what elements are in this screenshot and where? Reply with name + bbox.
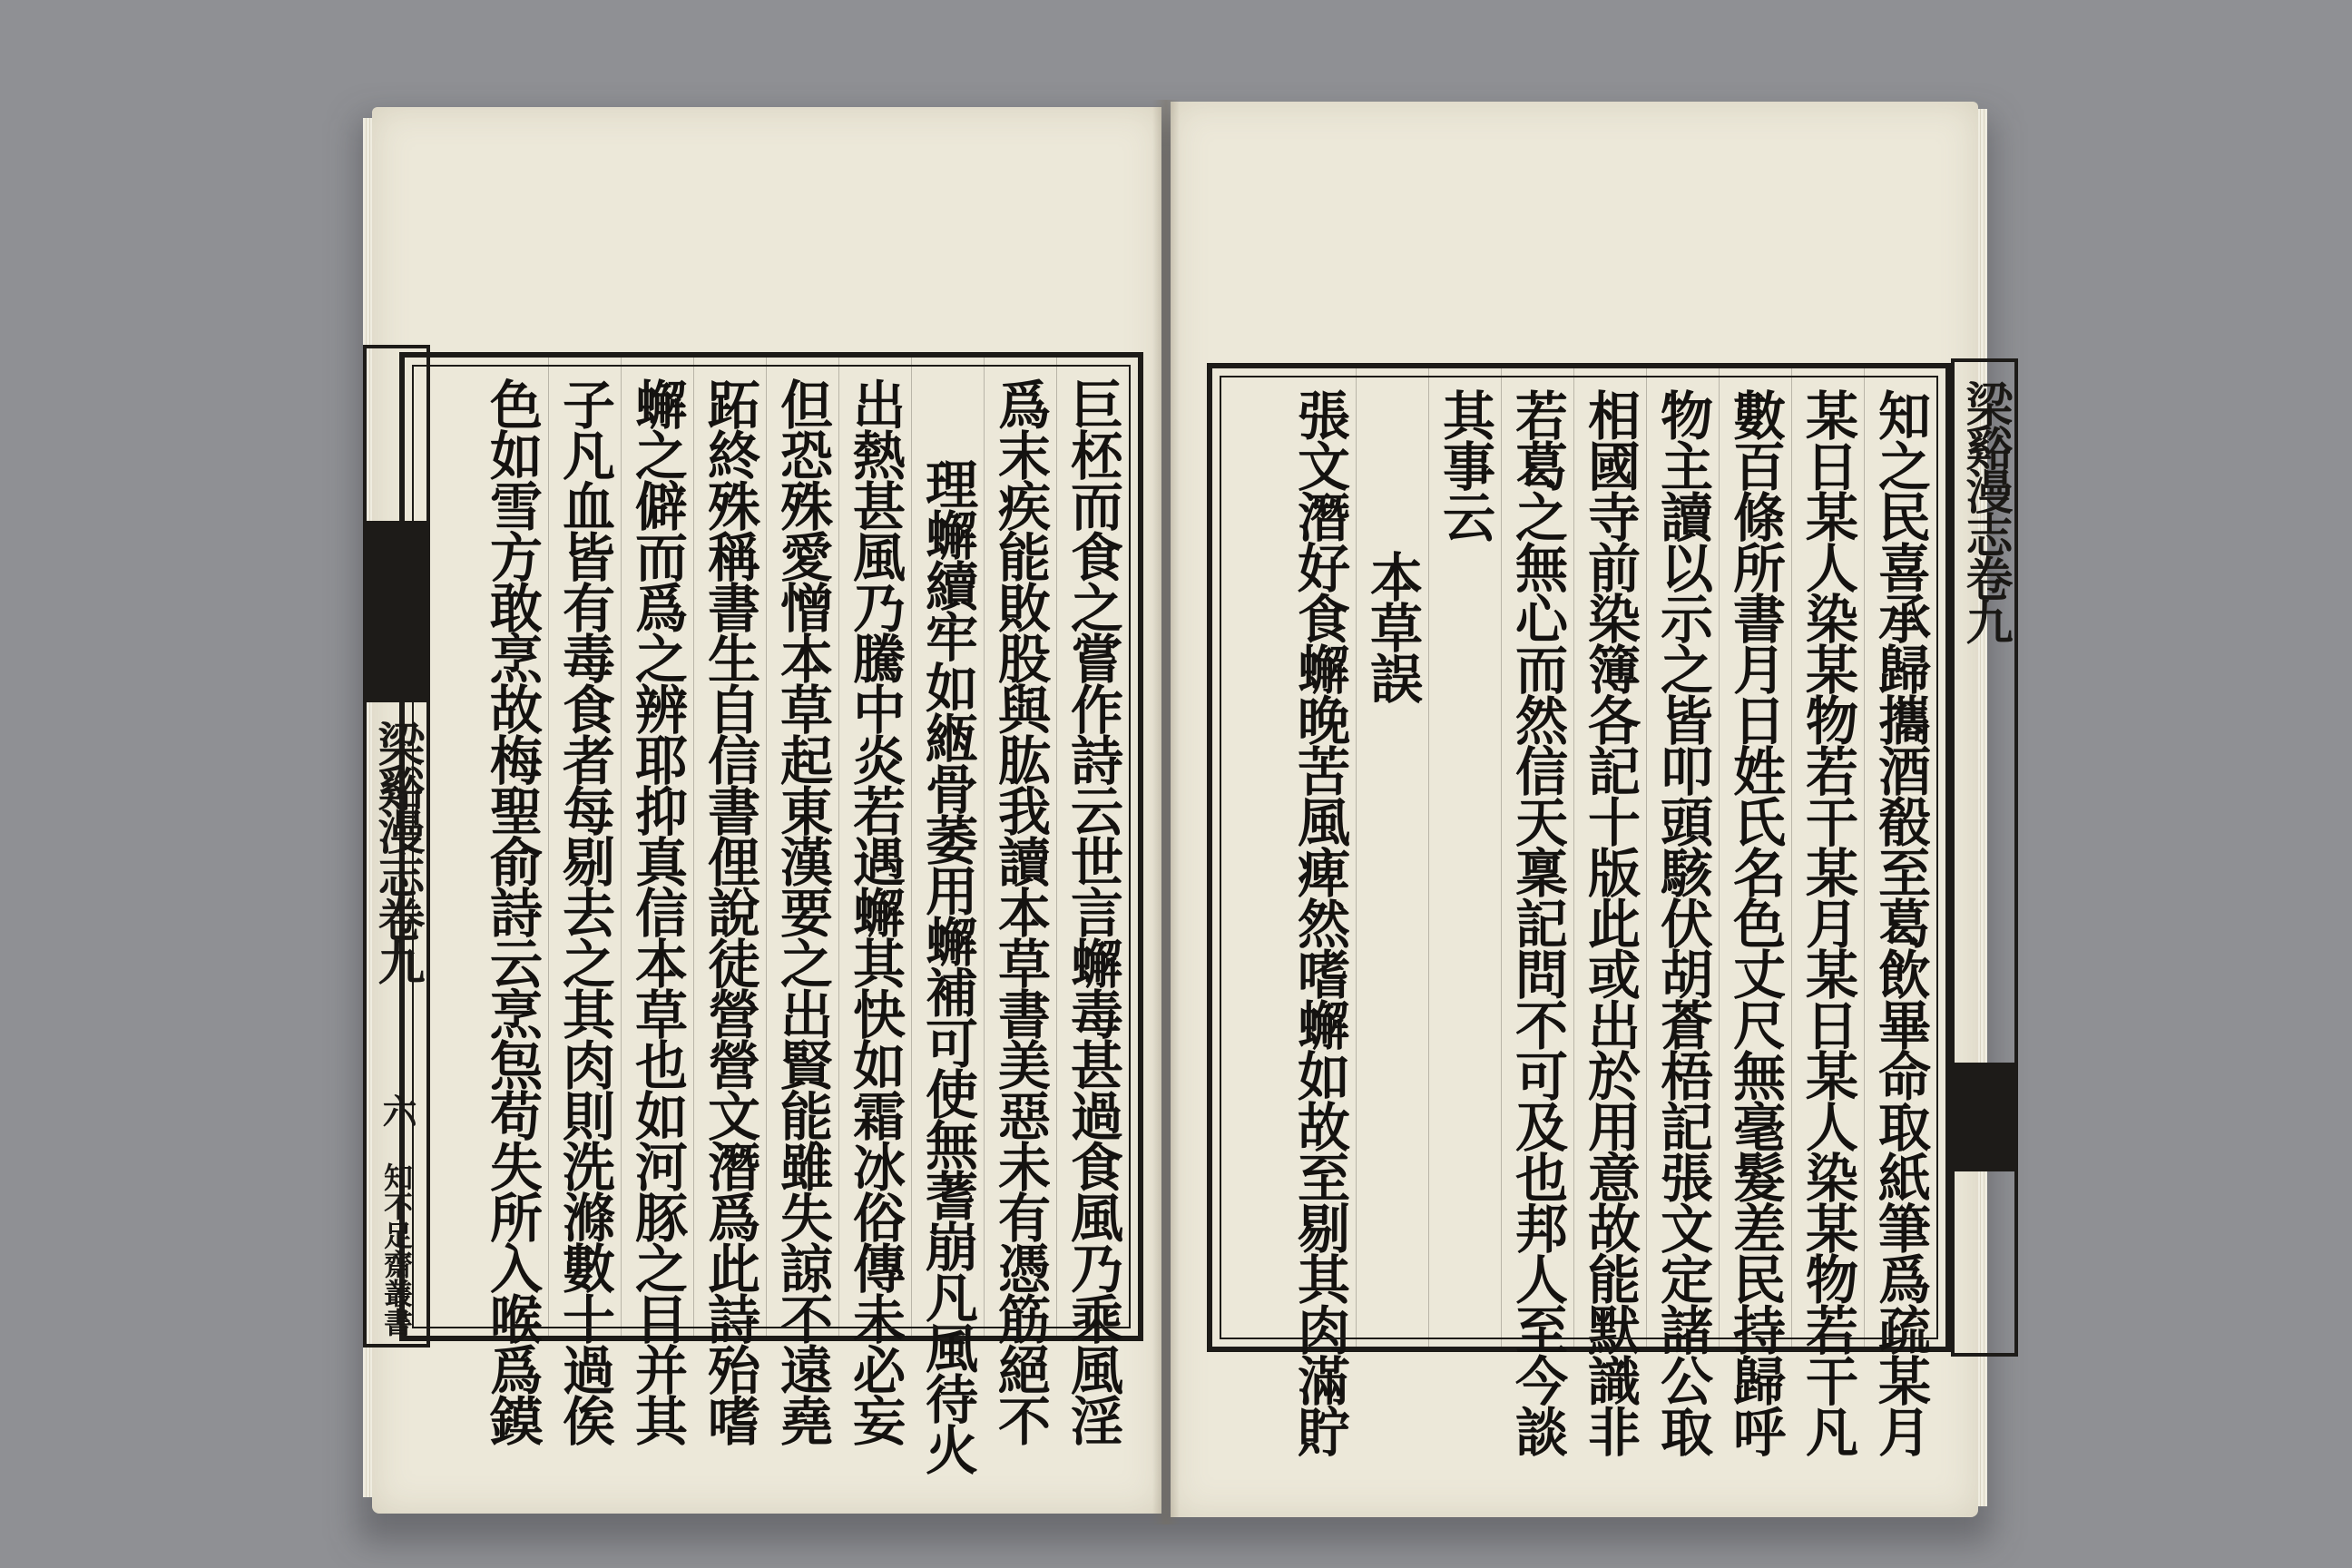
fishtail-mark	[367, 521, 426, 702]
column-text: 色如雪方敢烹故梅聖俞詩云烹炰苟失所入喉爲鏌	[481, 377, 543, 1445]
column-rule	[621, 358, 622, 1336]
column-text: 相國寺前染簿各記十版此或出於用意故能默識非	[1579, 388, 1641, 1455]
column-rule	[1646, 368, 1647, 1347]
text-column	[769, 358, 835, 1445]
section-heading-column	[1359, 368, 1425, 1347]
text-column	[1650, 368, 1715, 1455]
left-text-frame	[399, 352, 1143, 1474]
column-text: 張文潛好食蠏晚苦風痺然嗜蠏如故至剔其肉滿貯	[1289, 388, 1350, 1455]
column-text: 子凡血皆有毒食者每剔去之其肉則洗滌數十過俟	[554, 377, 615, 1445]
column-rule	[1428, 368, 1429, 1347]
column-text: 數百條所書月日姓氏名色丈尺無毫髮差民持歸呼	[1724, 388, 1786, 1455]
column-rule	[1864, 368, 1865, 1347]
column-rule	[1501, 368, 1502, 1347]
text-column	[1577, 368, 1642, 1455]
fishtail-mark	[1955, 1063, 2014, 1171]
column-rule	[1791, 368, 1792, 1347]
series-name: 知不足齋叢書	[379, 1162, 414, 1337]
column-rule	[1356, 368, 1357, 1347]
column-rule	[1719, 368, 1720, 1347]
column-rule	[693, 358, 694, 1336]
column-text: 若葛之無心而然信天稟記問不可及也邦人至今談	[1506, 388, 1568, 1455]
column-text: 爲末疾能敗股與肱我讀本草書美惡未有憑筋絕不	[989, 377, 1051, 1445]
text-column	[915, 358, 980, 1474]
section-heading: 本草誤	[1361, 550, 1423, 702]
column-rule	[838, 358, 839, 1336]
text-column	[987, 358, 1053, 1445]
text-column	[479, 358, 544, 1445]
column-rule	[766, 358, 767, 1336]
banxin-title: 梁谿漫志卷九	[369, 720, 425, 982]
right-page-center-strip	[1951, 358, 2018, 1357]
column-text: 物主讀以示之皆叩頭駭伏胡蒼梧記張文定諸公取	[1651, 388, 1713, 1455]
right-text-frame	[1207, 363, 1951, 1455]
text-column	[697, 358, 762, 1445]
column-text: 某日某人染某物若干某月某日某人染某物若干凡	[1797, 388, 1858, 1455]
column-text: 出熱甚風乃騰中炎若遇蠏其快如霜冰俗傳未必妄	[844, 377, 906, 1445]
column-text: 跖終殊稱書生自信書俚說徒營營文潛爲此詩殆嗜	[699, 377, 760, 1445]
text-column	[624, 358, 690, 1445]
text-column	[1504, 368, 1570, 1455]
column-text: 知之民喜承歸攜酒殽至葛飲畢命取紙筆爲疏某月	[1869, 388, 1931, 1455]
column-text: 巨柸而食之嘗作詩云世言蠏毒甚過食風乃乘風淫	[1062, 377, 1123, 1445]
column-text: 理蠏續牢如緪骨萎用蠏補可使無蓍崩凡風待火	[916, 457, 978, 1474]
column-rule	[548, 358, 549, 1336]
page-number: 六	[377, 1093, 417, 1128]
text-column	[842, 358, 907, 1445]
column-text: 蠏之僻而爲之辨耶抑真信本草也如河豚之目并其	[626, 377, 688, 1445]
text-column	[1060, 358, 1125, 1445]
column-rule	[911, 358, 912, 1336]
text-column	[1287, 368, 1352, 1455]
text-column	[1722, 368, 1788, 1455]
column-rule	[1573, 368, 1574, 1347]
column-text: 但恐殊愛憎本草起東漢要之出賢能雖失諒不遠堯	[771, 377, 833, 1445]
banxin-footer	[378, 1093, 415, 1337]
text-column	[552, 358, 617, 1445]
column-rule	[1056, 358, 1057, 1336]
text-column	[1867, 368, 1933, 1455]
column-text: 其事云	[1434, 388, 1495, 541]
book-gutter	[1152, 100, 1180, 1524]
text-column	[1432, 368, 1497, 1347]
text-column	[1795, 368, 1860, 1455]
banxin-title: 梁谿漫志卷九	[1957, 380, 2013, 642]
column-rule	[984, 358, 985, 1336]
left-page-center-strip	[363, 345, 430, 1348]
